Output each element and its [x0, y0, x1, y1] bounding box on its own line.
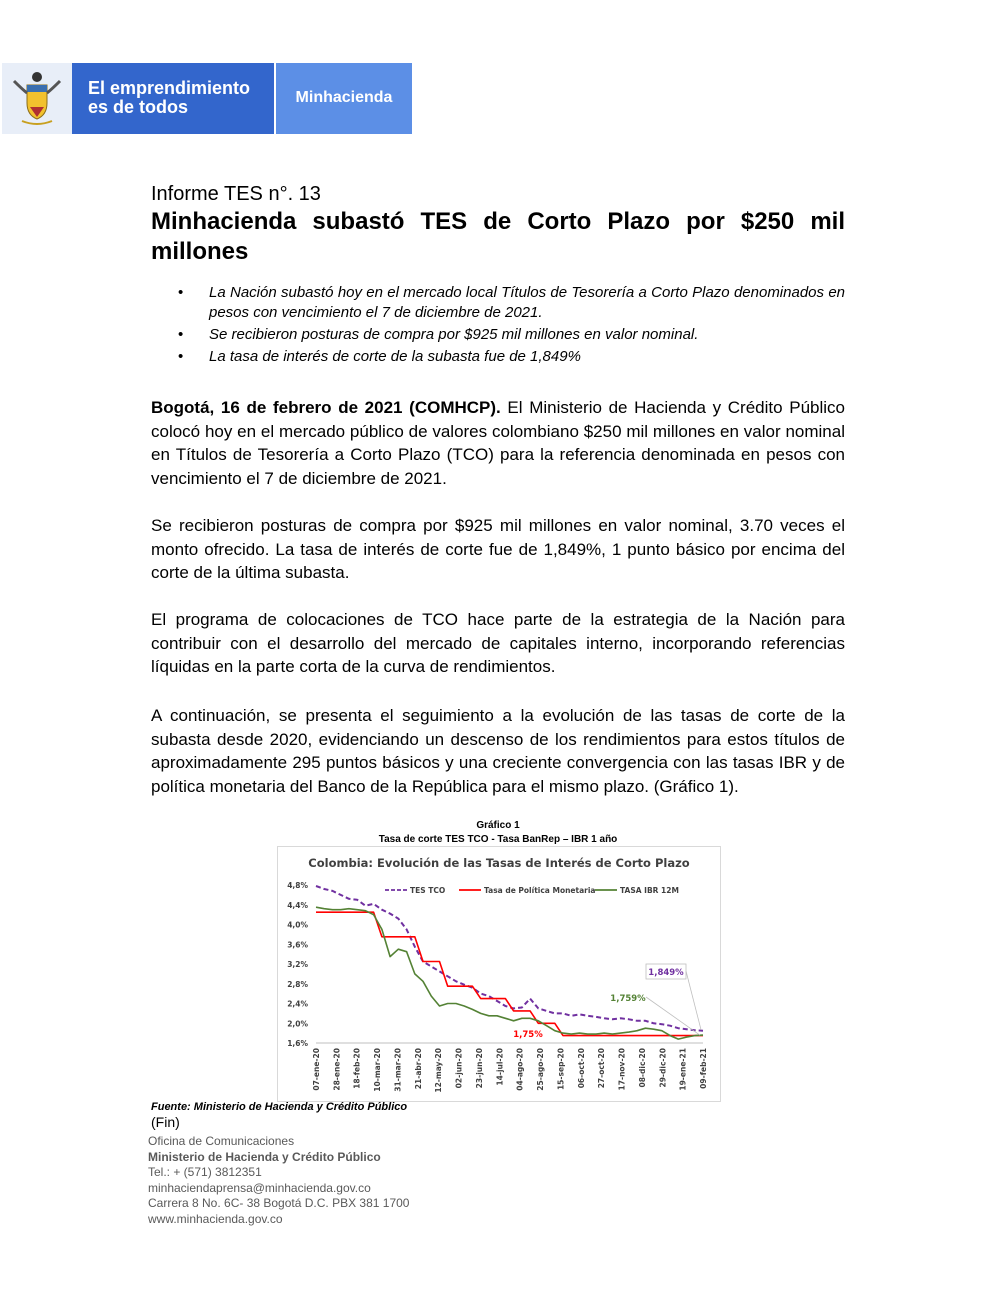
- header-banner: [2, 63, 412, 134]
- legend-label: Tasa de Política Monetaria: [484, 886, 596, 895]
- series-line-tes-tco: [316, 886, 703, 1031]
- y-tick-label: 2,0%: [287, 1019, 308, 1029]
- brand-name: Minhacienda: [295, 89, 393, 106]
- y-tick-label: 3,2%: [287, 960, 308, 969]
- x-tick-label: 04-ago-20: [515, 1048, 525, 1091]
- footer-email[interactable]: minhaciendaprensa@minhacienda.gov.co: [148, 1180, 371, 1195]
- x-tick-label: 06-oct-20: [576, 1048, 586, 1089]
- footer-website[interactable]: www.minhacienda.gov.co: [148, 1211, 283, 1226]
- x-tick-label: 10-mar-20: [373, 1048, 383, 1092]
- paragraph-2: Se recibieron posturas de compra por $925 mil millones en valor nominal, 3.70 veces el monto ofrecido. La tasa de interés de corte fue de 1,849%, 1 punto básico por encima del corte de la última subasta.: [151, 516, 845, 582]
- chart-legend: [385, 886, 679, 895]
- header-right-panel: [276, 63, 412, 134]
- x-tick-label: 21-abr-20: [413, 1048, 423, 1090]
- footer-address: Carrera 8 No. 6C- 38 Bogotá D.C. PBX 381 1700: [148, 1196, 410, 1210]
- annotation-policy-rate: 1,75%: [513, 1030, 543, 1040]
- legend-label: TASA IBR 12M: [620, 886, 679, 895]
- bullet-icon: •: [178, 348, 184, 365]
- x-tick-label: 14-jul-20: [495, 1048, 505, 1086]
- footer-phone: Tel.: + (571) 3812351: [148, 1165, 262, 1179]
- bullet-item: • La tasa de interés de corte de la subasta fue de 1,849%: [178, 348, 581, 365]
- footer-contact: [148, 1134, 409, 1227]
- x-tick-label: 07-ene-20: [312, 1048, 321, 1091]
- x-tick-label: 12-may-20: [434, 1048, 444, 1093]
- bullet-item: • La Nación subastó hoy en el mercado local Títulos de Tesorería a Corto Plazo denominados en pesos con vencimiento el 7 de diciembre de 2021.: [178, 284, 845, 321]
- chart-label: Gráfico 1: [476, 820, 520, 831]
- annotation-leader: [686, 971, 701, 1030]
- x-tick-label: 29-dic-20: [658, 1048, 668, 1088]
- x-tick-label: 18-feb-20: [352, 1048, 362, 1089]
- rates-chart: [277, 846, 721, 1102]
- x-tick-label: 23-jun-20: [474, 1048, 484, 1089]
- x-tick-label: 02-jun-20: [454, 1048, 464, 1089]
- chart-series: [316, 886, 703, 1039]
- x-axis: [312, 1048, 708, 1093]
- y-tick-label: 1,6%: [287, 1039, 308, 1048]
- x-tick-label: 31-mar-20: [393, 1048, 403, 1092]
- paragraph-4: A continuación, se presenta el seguimiento a la evolución de las tasas de corte de la subasta desde 2020, evidenciando un descenso de los rendimientos para estos títulos de aproximadamente 295 puntos básicos y una creciente convergencia con las tasas IBR y de política monetaria del Banco de la República para el mismo plazo. (Gráfico 1).: [151, 706, 845, 796]
- x-tick-label: 09-feb-21: [699, 1048, 708, 1089]
- coat-of-arms-icon: [2, 63, 72, 134]
- bullet-icon: •: [178, 326, 184, 343]
- summary-bullets: [151, 283, 845, 369]
- end-marker: (Fin): [151, 1114, 180, 1130]
- chart-title: Colombia: Evolución de las Tasas de Interés de Corto Plazo: [308, 856, 690, 870]
- legend-label: TES TCO: [410, 886, 446, 895]
- chart-annotations: [513, 964, 701, 1040]
- y-tick-label: 4,4%: [287, 900, 308, 910]
- dateline: Bogotá, 16 de febrero de 2021 (COMHCP).: [151, 398, 501, 417]
- page-title: Minhacienda subastó TES de Corto Plazo por $250 mil millones: [151, 208, 845, 265]
- series-line-tasa-ibr-12m: [316, 907, 703, 1039]
- x-tick-label: 27-oct-20: [597, 1048, 607, 1089]
- x-tick-label: 15-sep-20: [556, 1048, 566, 1091]
- footer-ministry: Ministerio de Hacienda y Crédito Público: [148, 1149, 381, 1164]
- bullet-icon: •: [178, 284, 184, 301]
- x-tick-label: 28-ene-20: [332, 1048, 342, 1091]
- chart-source: Fuente: Ministerio de Hacienda y Crédito Público: [151, 1101, 408, 1113]
- chart-caption: Tasa de corte TES TCO - Tasa BanRep – IBR 1 año: [378, 834, 618, 845]
- x-tick-label: 25-ago-20: [536, 1048, 546, 1091]
- x-tick-label: 19-ene-21: [678, 1048, 688, 1091]
- series-line-tasa-de-pol-tica-monetaria: [316, 912, 703, 1035]
- annotation-ibr: 1,759%: [610, 994, 646, 1004]
- x-tick-label: 08-dic-20: [637, 1048, 647, 1088]
- header-tagline: El emprendimiento es de todos: [88, 78, 251, 117]
- report-number: Informe TES n°. 13: [151, 183, 321, 205]
- annotation-tes-tco: 1,849%: [648, 968, 684, 978]
- footer-office: Oficina de Comunicaciones: [148, 1134, 295, 1148]
- y-tick-label: 2,4%: [287, 999, 308, 1009]
- y-tick-label: 4,0%: [287, 920, 308, 930]
- paragraph-3: El programa de colocaciones de TCO hace parte de la estrategia de la Nación para contribuir con el desarrollo del mercado de capitales interno, incorporando referencias líquidas en la parte corta de la curva de rendimientos.: [151, 610, 845, 676]
- paragraph-1: Bogotá, 16 de febrero de 2021 (COMHCP). El Ministerio de Hacienda y Crédito Público colocó hoy en el mercado público de valores colombiano $250 mil millones en valor nominal en Títulos de Tesorería a Corto Plazo (TCO) para la referencia denominada en pesos con vencimiento el 7 de diciembre de 2021.: [151, 398, 845, 488]
- bullet-item: • Se recibieron posturas de compra por $925 mil millones en valor nominal.: [178, 326, 699, 343]
- y-tick-label: 2,8%: [287, 979, 308, 989]
- y-tick-label: 4,8%: [287, 881, 308, 890]
- y-axis: [287, 881, 703, 1048]
- x-tick-label: 17-nov-20: [617, 1048, 627, 1091]
- y-tick-label: 3,6%: [287, 940, 308, 950]
